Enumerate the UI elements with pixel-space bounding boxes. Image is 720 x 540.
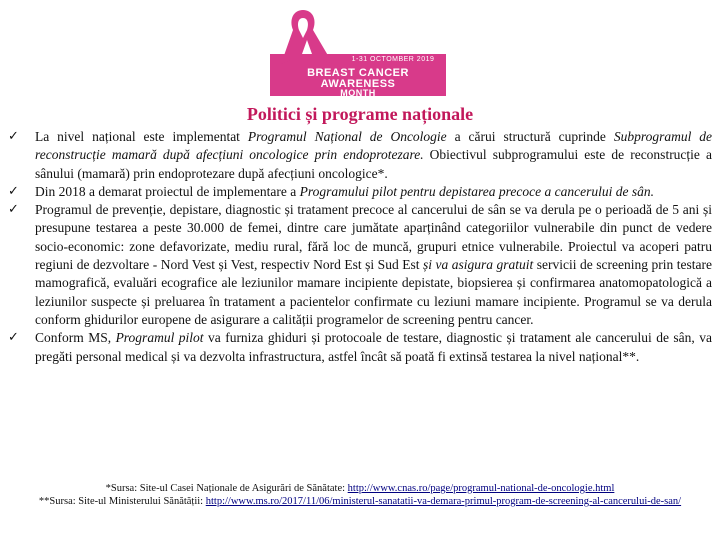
logo-line-3: MONTH xyxy=(340,88,376,98)
bullet-item xyxy=(8,128,712,183)
source-link[interactable]: http://www.cnas.ro/page/programul-national-de-oncologie.html xyxy=(347,483,615,494)
source-link[interactable]: http://www.ms.ro/2017/11/06/ministerul-sanatatii-va-demara-primul-program-de-screening-al-cancerului-de-san/ xyxy=(205,496,682,507)
italic-text: Programului pilot pentru depistarea precoce a cancerului de sân. xyxy=(299,183,654,199)
bullet-item xyxy=(8,201,712,329)
bullet-text: Obiectivul subprogramului este de reconstrucție a sânului (mamară) prin endoprotezare după afecțiuni oncologice*. xyxy=(35,147,712,181)
source-line xyxy=(6,495,714,508)
source-label: *Sursa: Site-ul Casei Naționale de Asigurări de Sănătate: xyxy=(105,483,348,494)
bullet-text: va furniza ghiduri și protocoale de testare, diagnostic și tratament ale cancerului de sân, va pregăti personal medical și va dezvolta infrastructura, astfel încât să poată fi extinsă testarea la nivel național**. xyxy=(35,330,712,364)
italic-text: Programul Național de Oncologie xyxy=(247,129,447,144)
bullet-text: La nivel național este implementat xyxy=(35,129,248,144)
bullet-text: a cărui structură cuprinde xyxy=(446,129,614,144)
logo-date: 1-31 OCTOMBER 2019 xyxy=(351,56,435,63)
logo-line-1: BREAST CANCER xyxy=(307,67,409,79)
source-line xyxy=(6,482,714,495)
bullet-text: Programul de prevenție, depistare, diagnostic și tratament precoce al cancerului de sân se va derula pe o perioadă de 5 ani și presupune testarea a peste 30.000 de femei, dintre care jumătate aparținând categoriilor vulnerabile din punct de vedere socio-economic: zone defavorizate, mediu rural, fără loc de muncă, grupuri etnice vulnerabile. Proiectul va acoperi patru regiuni de dezvoltare - Nord Vest și Vest, respectiv Nord Est și Sud Est xyxy=(35,202,712,273)
bullet-text: servicii de screening prin testare mamografică, evaluări ecografice ale leziunilor mamare incipiente depistate, biopsierea și confirmarea anatomopatologică a leziunilor suspecte și preluarea în tratament a pacientelor confirmate cu leziuni mamare incipiente. Programul se va derula conform ghidurilor europene de asigurare a calității programelor de screening pentru cancer. xyxy=(35,257,712,327)
check-icon: ✓ xyxy=(8,330,19,346)
bullet-list xyxy=(8,128,712,366)
check-icon: ✓ xyxy=(8,183,19,199)
bullet-item xyxy=(8,183,712,201)
breast-cancer-awareness-logo xyxy=(270,2,446,96)
sources-footnote xyxy=(6,482,714,508)
italic-text: Subprogramul de reconstrucție mamară după afecțiuni oncologice prin endoprotezare. xyxy=(35,129,712,163)
bullet-text: Din 2018 a demarat proiectul de implementare a xyxy=(35,183,300,199)
check-icon: ✓ xyxy=(8,202,19,218)
logo-line-2: AWARENESS xyxy=(320,78,396,90)
pink-ribbon-icon xyxy=(273,4,333,72)
bullet-item xyxy=(8,329,712,366)
source-label: **Sursa: Site-ul Ministerului Sănătății: xyxy=(38,496,206,507)
bullet-text: Conform MS, xyxy=(35,330,116,346)
italic-text: Programul pilot xyxy=(115,330,204,346)
italic-text: și va asigura gratuit xyxy=(422,257,534,273)
check-icon: ✓ xyxy=(8,129,19,144)
page-title: Politici și programe naționale xyxy=(246,104,474,124)
